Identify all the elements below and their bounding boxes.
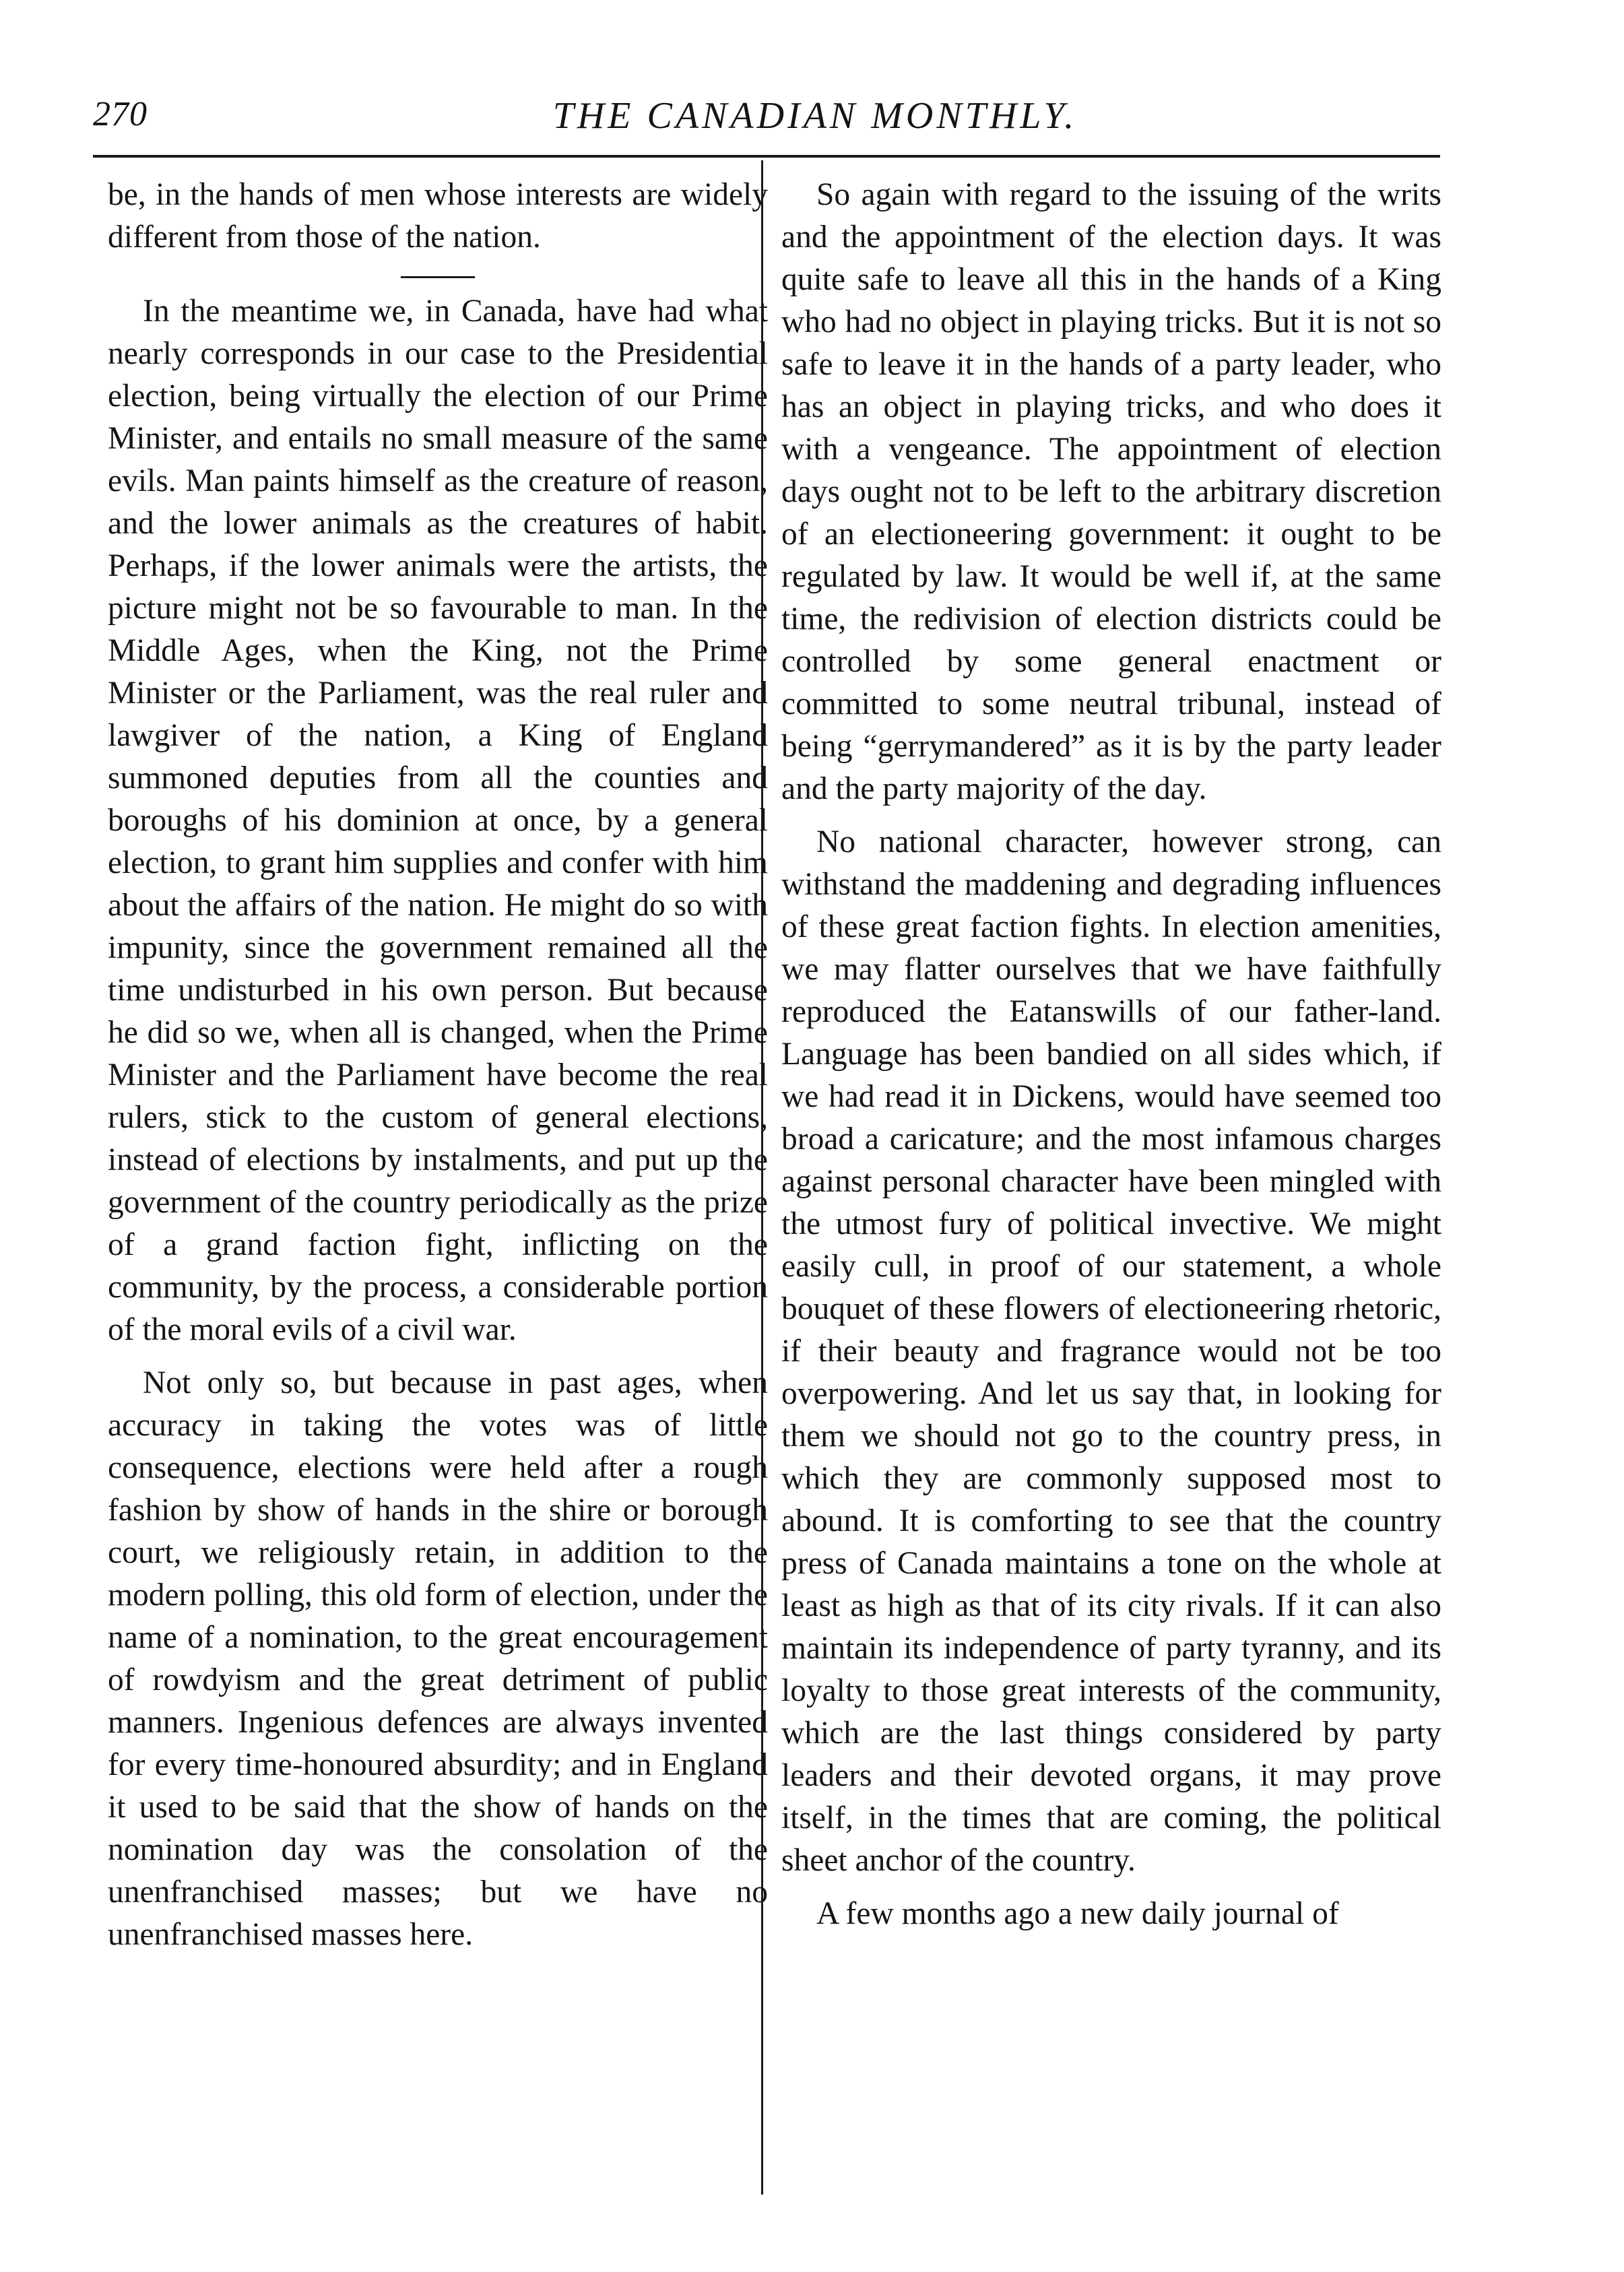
paragraph-general-elections: In the meantime we, in Canada, have had what nearly corresponds in our case to the Presidential election, being virtually the election of our Prime Minister, and entails no small measure of the same evils. Man paints himself as the creature of reason, and the lower animals as the creatures of habit. Perhaps, if the lower animals were the artists, the picture might not be so favourable to man. In the Middle Ages, when the King, not the Prime Minister or the Parliament, was the real ruler and lawgiver of the nation, a King of England summoned deputies from all the counties and boroughs of his dominion at once, by a general election, to grant him supplies and confer with him about the affairs of the nation. He might do so with impunity, since the government remained all the time undisturbed in his own person. But because he did so we, when all is changed, when the Prime Minister and the Parliament have become the real rulers, stick to the custom of general elections, instead of elections by instalments, and put up the government of the country periodically as the prize of a grand faction fight, inflicting on the community, by the process, a considerable portion of the moral evils of a civil war.: [108, 294, 768, 1347]
header-rule: [93, 155, 1440, 158]
paragraph-election-writs: So again with regard to the issuing of the writs and the appointment of the election days. It was quite safe to leave all this in the hands of a King who had no object in playing tricks. But it is not so safe to leave it in the hands of a party leader, who has an object in playing tricks, and who does it with a vengeance. The appointment of election days ought not to be left to the arbitrary discretion of an electioneering government: it ought to be regulated by law. It would be well if, at the same time, the redivision of election districts could be controlled by some general enactment or committed to some neutral tribunal, instead of being “gerrymandered” as it is by the party leader and the party majority of the day.: [781, 177, 1441, 806]
page-number: 270: [93, 95, 148, 133]
paragraph-new-journal: A few months ago a new daily journal of: [816, 1896, 1339, 1931]
paragraph-faction-fights: No national character, however strong, can withstand the maddening and degrading influences of these great faction fights. In election amenities, we may flatter ourselves that we have faithfully reproduced the Eatanswills of our father-land. Language has been bandied on all sides which, if we had read it in Dickens, would have seemed too broad a caricature; and the most infamous charges against personal character have been mingled with the utmost fury of political invective. We might easily cull, in proof of our statement, a whole bouquet of these flowers of electioneering rhetoric, if their beauty and fragrance would not be too overpowering. And let us say that, in looking for them we should not go to the country press, in which they are commonly supposed most to abound. It is comforting to see that the country press of Canada maintains a tone on the whole at least as high as that of its city rivals. If it can also maintain its independence of party tyranny, and its loyalty to those great interests of the community, which are the last things considered by party leaders and their devoted organs, it may prove itself, in the times that are coming, the political sheet anchor of the country.: [781, 824, 1441, 1878]
right-column: [781, 174, 1441, 1935]
running-title: THE CANADIAN MONTHLY.: [552, 95, 1078, 137]
paragraph-nomination: Not only so, but because in past ages, when accuracy in taking the votes was of little consequence, elections were held after a rough fashion by show of hands in the shire or borough court, we religiously retain, in addition to the modern polling, this old form of election, under the name of a nomination, to the great encouragement of rowdyism and the great detriment of public manners. Ingenious defences are always invented for every time-honoured absurdity; and in England it used to be said that the show of hands on the nomination day was the consolation of the unenfranchised masses; but we have no unenfranchised masses here.: [108, 1365, 768, 1952]
left-column: [108, 174, 768, 1956]
paragraph-continuation: be, in the hands of men whose interests are widely different from those of the nation.: [108, 177, 768, 255]
section-break-rule: [401, 276, 475, 278]
